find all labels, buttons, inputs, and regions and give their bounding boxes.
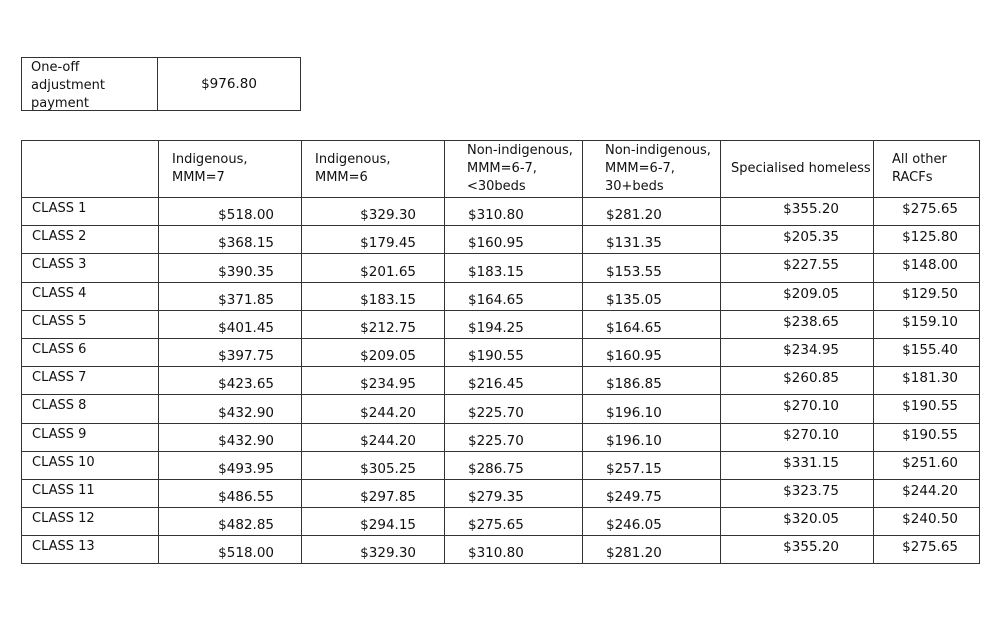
cell-specialised-homeless: $323.75 [721, 479, 874, 507]
cell-indigenous-mmm6: $244.20 [302, 395, 445, 423]
cell-non-indigenous-lt30: $279.35 [445, 479, 583, 507]
cell-specialised-homeless: $355.20 [721, 536, 874, 564]
cell-indigenous-mmm6: $209.05 [302, 338, 445, 366]
cell-non-indigenous-30plus: $164.65 [583, 310, 721, 338]
cell-non-indigenous-lt30: $286.75 [445, 451, 583, 479]
cell-non-indigenous-30plus: $196.10 [583, 423, 721, 451]
cell-indigenous-mmm6: $201.65 [302, 254, 445, 282]
cell-all-other-racfs: $244.20 [874, 479, 980, 507]
cell-all-other-racfs: $190.55 [874, 423, 980, 451]
cell-indigenous-mmm7: $368.15 [159, 226, 302, 254]
cell-indigenous-mmm6: $179.45 [302, 226, 445, 254]
cell-indigenous-mmm7: $518.00 [159, 198, 302, 226]
cell-indigenous-mmm7: $482.85 [159, 508, 302, 536]
header-indigenous-mmm7: Indigenous, MMM=7 [159, 141, 302, 198]
table-row [22, 282, 980, 310]
cell-all-other-racfs: $251.60 [874, 451, 980, 479]
cell-indigenous-mmm7: $397.75 [159, 338, 302, 366]
cell-indigenous-mmm7: $432.90 [159, 395, 302, 423]
table-row [22, 367, 980, 395]
cell-specialised-homeless: $234.95 [721, 338, 874, 366]
cell-indigenous-mmm7: $486.55 [159, 479, 302, 507]
cell-non-indigenous-30plus: $186.85 [583, 367, 721, 395]
header-all-other-racfs: All other RACFs [874, 141, 980, 198]
cell-non-indigenous-30plus: $131.35 [583, 226, 721, 254]
cell-non-indigenous-30plus: $135.05 [583, 282, 721, 310]
cell-indigenous-mmm6: $234.95 [302, 367, 445, 395]
row-label: CLASS 12 [22, 508, 159, 536]
cell-non-indigenous-30plus: $257.15 [583, 451, 721, 479]
cell-specialised-homeless: $331.15 [721, 451, 874, 479]
cell-non-indigenous-lt30: $225.70 [445, 423, 583, 451]
table-row [22, 226, 980, 254]
cell-non-indigenous-lt30: $160.95 [445, 226, 583, 254]
table-row [22, 395, 980, 423]
cell-non-indigenous-lt30: $225.70 [445, 395, 583, 423]
cell-specialised-homeless: $270.10 [721, 395, 874, 423]
row-label: CLASS 2 [22, 226, 159, 254]
cell-indigenous-mmm6: $294.15 [302, 508, 445, 536]
cell-non-indigenous-30plus: $196.10 [583, 395, 721, 423]
adjustment-payment-table [21, 57, 301, 111]
header-row [22, 141, 980, 198]
cell-non-indigenous-30plus: $281.20 [583, 198, 721, 226]
cell-non-indigenous-lt30: $164.65 [445, 282, 583, 310]
cell-non-indigenous-lt30: $183.15 [445, 254, 583, 282]
table-row [22, 338, 980, 366]
cell-non-indigenous-lt30: $216.45 [445, 367, 583, 395]
cell-non-indigenous-30plus: $249.75 [583, 479, 721, 507]
row-label: CLASS 4 [22, 282, 159, 310]
cell-indigenous-mmm6: $329.30 [302, 198, 445, 226]
cell-indigenous-mmm7: $423.65 [159, 367, 302, 395]
cell-non-indigenous-lt30: $310.80 [445, 536, 583, 564]
cell-all-other-racfs: $129.50 [874, 282, 980, 310]
cell-indigenous-mmm6: $329.30 [302, 536, 445, 564]
cell-indigenous-mmm7: $432.90 [159, 423, 302, 451]
cell-non-indigenous-30plus: $281.20 [583, 536, 721, 564]
cell-indigenous-mmm7: $518.00 [159, 536, 302, 564]
table-row [22, 536, 980, 564]
cell-indigenous-mmm6: $183.15 [302, 282, 445, 310]
header-non-indigenous-lt30: Non-indigenous, MMM=6-7, <30beds [445, 141, 583, 198]
row-label: CLASS 9 [22, 423, 159, 451]
cell-non-indigenous-lt30: $190.55 [445, 338, 583, 366]
row-label: CLASS 5 [22, 310, 159, 338]
cell-all-other-racfs: $190.55 [874, 395, 980, 423]
cell-specialised-homeless: $320.05 [721, 508, 874, 536]
class-rates-table [21, 140, 980, 564]
row-label: CLASS 3 [22, 254, 159, 282]
row-label: CLASS 6 [22, 338, 159, 366]
adjustment-payment-value: $976.80 [201, 76, 257, 92]
cell-indigenous-mmm6: $297.85 [302, 479, 445, 507]
header-corner [22, 141, 159, 198]
cell-indigenous-mmm7: $493.95 [159, 451, 302, 479]
cell-all-other-racfs: $275.65 [874, 536, 980, 564]
cell-specialised-homeless: $227.55 [721, 254, 874, 282]
row-label: CLASS 1 [22, 198, 159, 226]
table-row [22, 508, 980, 536]
table-row [22, 451, 980, 479]
cell-all-other-racfs: $240.50 [874, 508, 980, 536]
cell-specialised-homeless: $260.85 [721, 367, 874, 395]
row-label: CLASS 7 [22, 367, 159, 395]
cell-non-indigenous-lt30: $194.25 [445, 310, 583, 338]
cell-specialised-homeless: $205.35 [721, 226, 874, 254]
table-row [22, 423, 980, 451]
cell-all-other-racfs: $181.30 [874, 367, 980, 395]
cell-non-indigenous-30plus: $160.95 [583, 338, 721, 366]
cell-specialised-homeless: $270.10 [721, 423, 874, 451]
cell-indigenous-mmm7: $401.45 [159, 310, 302, 338]
cell-specialised-homeless: $209.05 [721, 282, 874, 310]
table-row [22, 254, 980, 282]
cell-specialised-homeless: $355.20 [721, 198, 874, 226]
cell-all-other-racfs: $125.80 [874, 226, 980, 254]
cell-non-indigenous-30plus: $246.05 [583, 508, 721, 536]
cell-all-other-racfs: $275.65 [874, 198, 980, 226]
cell-non-indigenous-lt30: $275.65 [445, 508, 583, 536]
header-indigenous-mmm6: Indigenous, MMM=6 [302, 141, 445, 198]
row-label: CLASS 8 [22, 395, 159, 423]
header-specialised-homeless: Specialised homeless [721, 141, 874, 198]
cell-indigenous-mmm6: $244.20 [302, 423, 445, 451]
cell-non-indigenous-30plus: $153.55 [583, 254, 721, 282]
cell-all-other-racfs: $155.40 [874, 338, 980, 366]
adjustment-payment-label: One-off adjustment payment [22, 58, 158, 110]
cell-indigenous-mmm6: $212.75 [302, 310, 445, 338]
cell-all-other-racfs: $148.00 [874, 254, 980, 282]
cell-specialised-homeless: $238.65 [721, 310, 874, 338]
cell-all-other-racfs: $159.10 [874, 310, 980, 338]
table-row [22, 479, 980, 507]
header-non-indigenous-30plus: Non-indigenous, MMM=6-7, 30+beds [583, 141, 721, 198]
row-label: CLASS 10 [22, 451, 159, 479]
table-row [22, 198, 980, 226]
row-label: CLASS 13 [22, 536, 159, 564]
cell-non-indigenous-lt30: $310.80 [445, 198, 583, 226]
table-row [22, 310, 980, 338]
cell-indigenous-mmm6: $305.25 [302, 451, 445, 479]
row-label: CLASS 11 [22, 479, 159, 507]
cell-indigenous-mmm7: $390.35 [159, 254, 302, 282]
cell-indigenous-mmm7: $371.85 [159, 282, 302, 310]
